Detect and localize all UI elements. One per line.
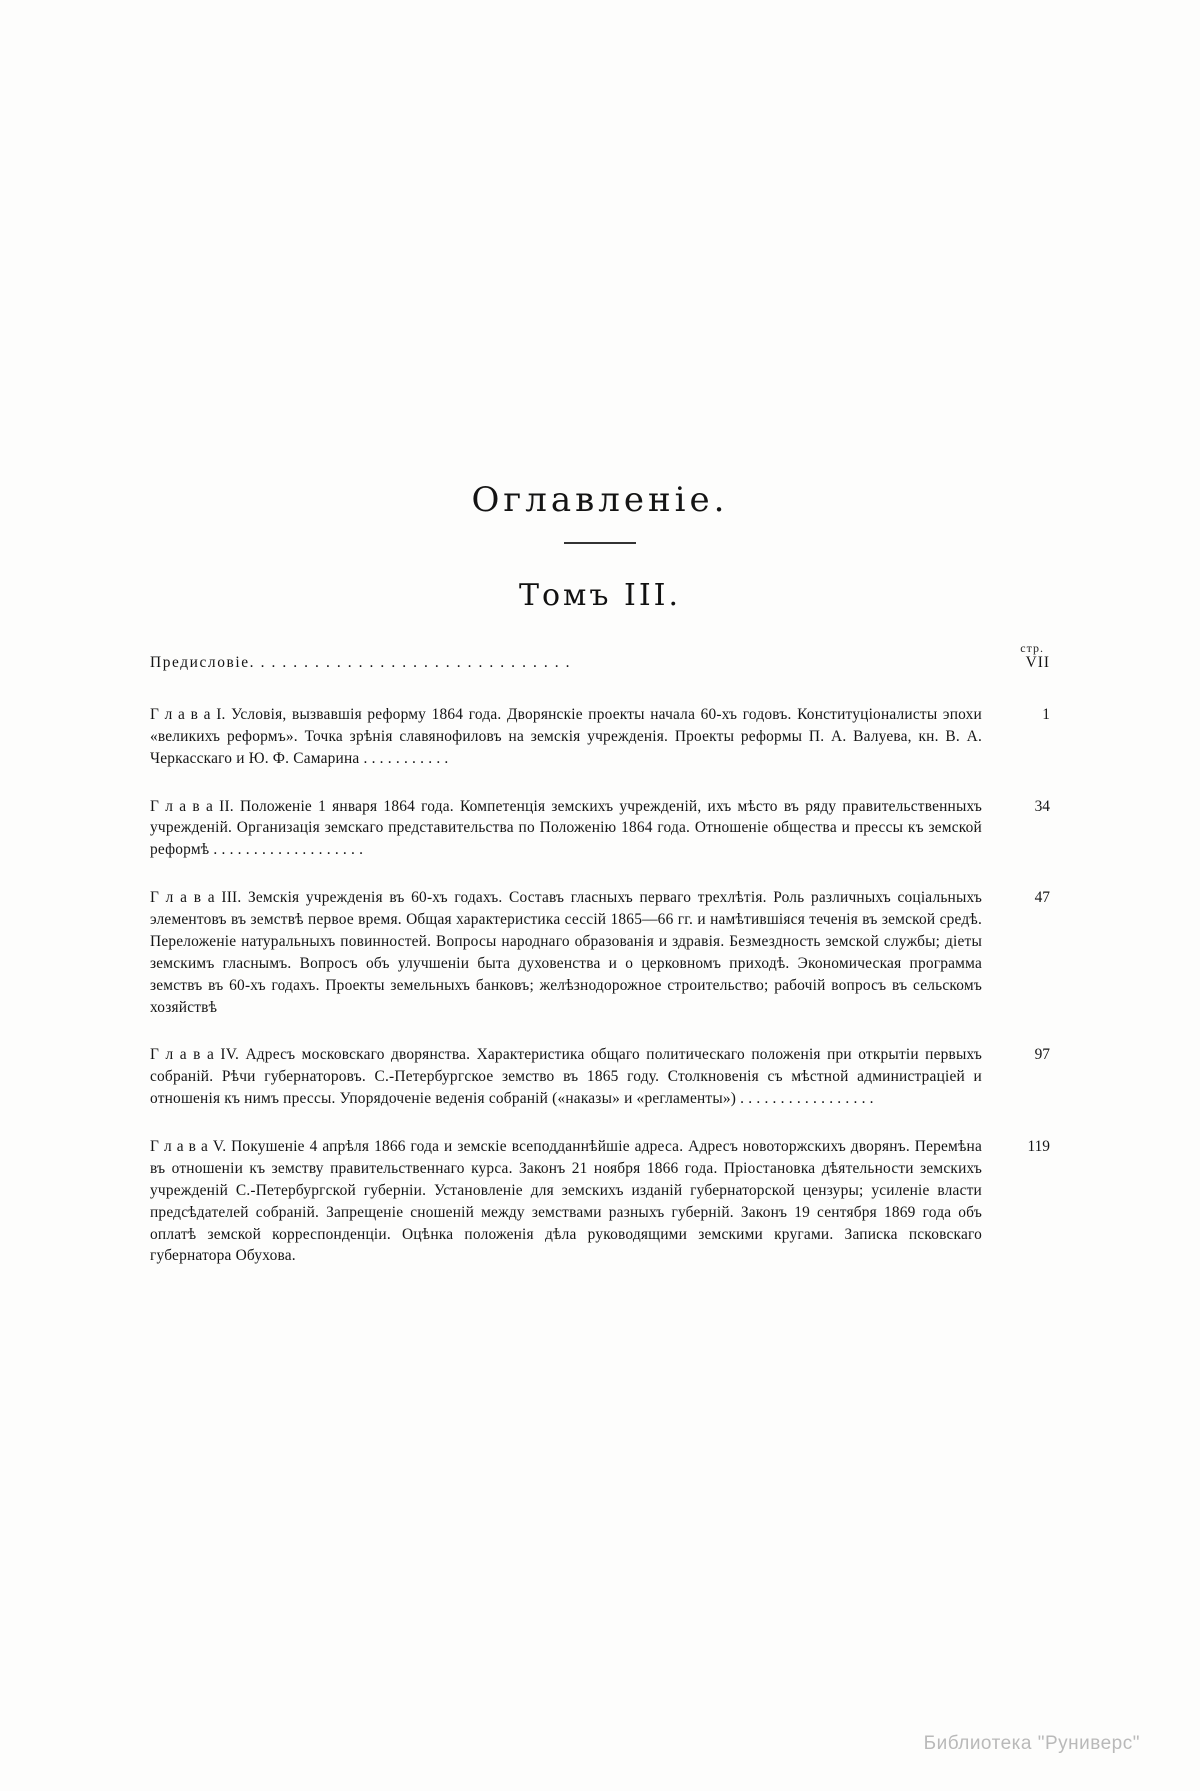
toc-entry-page: 119	[1027, 1138, 1050, 1155]
page-column-header: стр.	[1020, 641, 1044, 655]
toc-entry-text: Г л а в а I. Условія, вызвавшія реформу 1864 года. Дворянскіе проекты начала 60-хъ годовъ. Конституціоналисты эпохи «великихъ реформъ». Точка зрѣнія славянофиловъ на земскія учрежденія. Проекты реформы П. А. Валуева, кн. В. А. Черкасскаго и Ю. Ф. Самарина . . . . . . . . . . .	[150, 705, 982, 767]
list-item	[150, 1136, 1050, 1267]
toc-entry-page: VII	[1025, 654, 1050, 671]
toc-entry-page: 97	[1034, 1046, 1050, 1064]
toc-entry-text: Г л а в а II. Положеніе 1 января 1864 года. Компетенція земскихъ учрежденій, ихъ мѣсто въ ряду правительственныхъ учрежденій. Организація земскаго представительства по Положенію 1864 года. Отношеніе общества и прессы къ земской реформѣ . . . . . . . . . . . . . . . . . . .	[150, 797, 982, 859]
toc-entry-text: Г л а в а V. Покушеніе 4 апрѣля 1866 года и земскіе всеподданнѣйшіе адреса. Адресъ новоторжскихъ дворянъ. Перемѣна въ отношеніи къ земству правительственнаго курса. Законъ 21 ноября 1866 года. Пріостановка дѣятельности земскихъ учрежденій С.-Петербургской губерніи. Установленіе для земскихъ изданій губернаторской цензуры; усиленіе власти предсѣдателей собраній. Запрещеніе сношеній между земствами разныхъ губерній. Законъ 19 сентября 1869 года объ оплатѣ земской корреспонденціи. Оцѣнка положенія дѣла руководящими земскими кругами. Записка псковскаго губернатора Обухова.	[150, 1138, 982, 1265]
list-item	[150, 796, 1050, 862]
toc-entry-page: 1	[1042, 705, 1050, 723]
divider-rule	[564, 542, 636, 544]
list-item	[150, 704, 1050, 770]
library-watermark: Библиотека "Руниверс"	[923, 1733, 1140, 1754]
list-item	[150, 652, 1050, 674]
list-item	[150, 1044, 1050, 1110]
list-item	[150, 887, 1050, 1018]
toc-entry-page: 47	[1034, 889, 1050, 907]
toc-entry-page: 34	[1034, 797, 1050, 815]
toc-entry-text: Г л а в а IV. Адресъ московскаго дворянства. Характеристика общаго политическаго положенія при открытіи первыхъ собраній. Рѣчи губернаторовъ. С.-Петербургское земство въ 1865 году. Столкновенія съ мѣстной администраціей и отношенія къ нимъ прессы. Упорядоченіе веденія собраній («наказы» и «регламенты») . . . . . . . . . . . . . . . . .	[150, 1046, 982, 1108]
toc-entry-text: Г л а в а III. Земскія учрежденія въ 60-хъ годахъ. Составъ гласныхъ перваго трехлѣтія. Роль различныхъ соціальныхъ элементовъ въ земствѣ первое время. Общая характеристика сессій 1865—66 гг. и намѣтившіяся теченія въ земской средѣ. Переложеніе натуральныхъ повинностей. Вопросы народнаго образованія и здравія. Безмездность земской службы; діеты земскимъ гласнымъ. Вопросъ объ улучшеніи быта духовенства и о церковномъ приходѣ. Экономическая программа земствъ въ 60-хъ годахъ. Проекты земельныхъ банковъ; желѣзнодорожное строительство; рабочій вопросъ въ сельскомъ хозяйствѣ	[150, 889, 982, 1016]
page-title: Оглавленіе.	[471, 480, 729, 520]
volume-title: Томъ III.	[518, 578, 682, 613]
table-of-contents	[150, 480, 1050, 1293]
toc-entry-text: Предисловіе. . . . . . . . . . . . . . . . . . . . . . . . . . . . . .	[150, 654, 572, 671]
